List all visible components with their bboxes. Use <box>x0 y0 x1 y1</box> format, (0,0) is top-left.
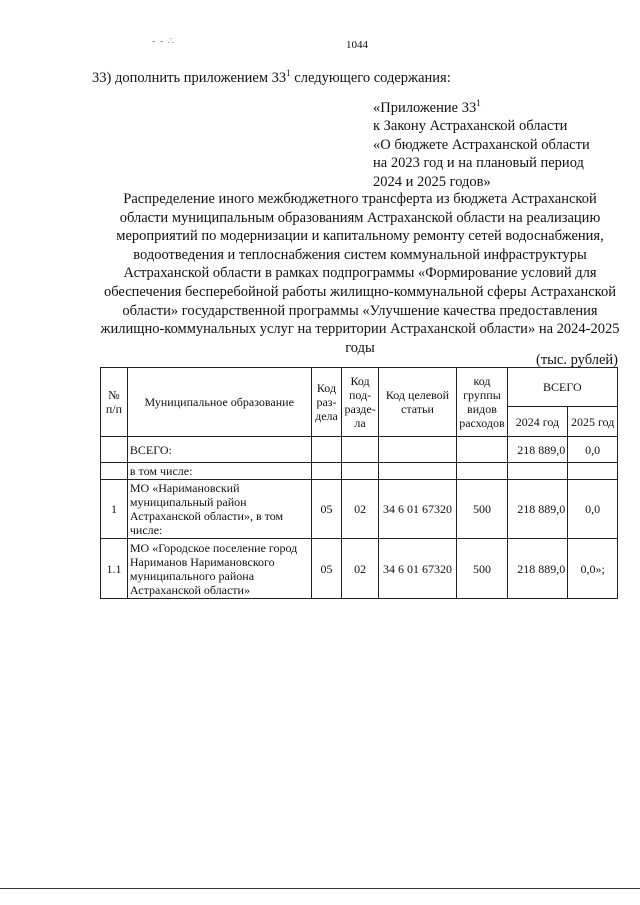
cell-municipality: в том числе: <box>127 463 311 480</box>
cell-municipality: МО «Городское поселение город Нариманов Наримановского муниципального района Астраханской области» <box>127 539 311 599</box>
header-section: Код раз- дела <box>311 368 342 437</box>
unit-label: (тыс. рублей) <box>536 352 618 368</box>
appendix-line-1: «Приложение $33^1$ <box>373 98 481 116</box>
cell-section <box>311 463 342 480</box>
cell-group: 500 <box>457 480 507 539</box>
intro-text: 33) дополнить приложением 33 <box>92 69 287 86</box>
cell-num: 1 <box>101 480 128 539</box>
table-header-row <box>101 368 618 407</box>
cell-2024: 218 889,0 <box>507 437 568 463</box>
cell-group <box>457 463 507 480</box>
cell-2025: 0,0 <box>568 480 618 539</box>
page-bottom-divider <box>0 888 640 889</box>
cell-num: 1.1 <box>101 539 128 599</box>
intro-tail: следующего содержания: <box>290 69 451 86</box>
appendix-line-5: 2024 и 2025 годов» <box>373 173 491 190</box>
appendix-line-4: на 2023 год и на плановый период <box>373 155 584 172</box>
document-title: Распределение иного межбюджетного трансферта из бюджета Астраханской области муниципальным образованиям Астраханской области на реализацию мероприятий по модернизации и капитальному ремонту сетей водоснабжения, водоотведения и теплоснабжения систем коммунальной инфраструктуры Астраханской области в рамках подпрограммы «Формирование условий для обеспечения бесперебойной работы жилищно-коммунальной сферы Астраханской области» государственной программы «Улучшение качества предоставления жилищно-коммунальных услуг на территории Астраханской области» на 2024-2025 годы <box>100 191 620 356</box>
appendix-line-2: к Закону Астраханской области <box>373 118 568 135</box>
header-expense-group: код группы видов расходов <box>457 368 507 437</box>
cell-section: 05 <box>311 480 342 539</box>
header-2025: 2025 год <box>568 407 618 437</box>
cell-target: 34 6 01 67320 <box>378 480 457 539</box>
cell-num <box>101 437 128 463</box>
cell-target: 34 6 01 67320 <box>378 539 457 599</box>
header-subsection: Код под- разде- ла <box>342 368 378 437</box>
cell-target <box>378 463 457 480</box>
cell-subsection: 02 <box>342 480 378 539</box>
appendix-heading <box>373 94 590 191</box>
cell-municipality: МО «Наримановский муниципальный район Астраханской области», в том числе: <box>127 480 311 539</box>
header-municipality: Муниципальное образование <box>127 368 311 437</box>
table-row <box>101 539 618 599</box>
cell-subsection: 02 <box>342 539 378 599</box>
cell-2025 <box>568 463 618 480</box>
scan-mark: - - ∴ <box>152 36 176 47</box>
cell-municipality: ВСЕГО: <box>127 437 311 463</box>
cell-2024: 218 889,0 <box>507 480 568 539</box>
table-row <box>101 437 618 463</box>
cell-subsection <box>342 463 378 480</box>
cell-subsection <box>342 437 378 463</box>
page-number: 1044 <box>346 39 368 51</box>
header-2024: 2024 год <box>507 407 568 437</box>
cell-2024 <box>507 463 568 480</box>
allocation-table <box>100 367 618 599</box>
cell-num <box>101 463 128 480</box>
intro-sup: 1 <box>286 68 291 78</box>
cell-section <box>311 437 342 463</box>
header-total: ВСЕГО <box>507 368 617 407</box>
cell-2025: 0,0 <box>568 437 618 463</box>
cell-2024: 218 889,0 <box>507 539 568 599</box>
cell-section: 05 <box>311 539 342 599</box>
cell-2025: 0,0»; <box>568 539 618 599</box>
cell-target <box>378 437 457 463</box>
header-num: № п/п <box>101 368 128 437</box>
table-row <box>101 463 618 480</box>
appendix-line-3: «О бюджете Астраханской области <box>373 136 590 153</box>
header-target: Код целевой статьи <box>378 368 457 437</box>
amendment-intro <box>92 68 451 87</box>
table-row <box>101 480 618 539</box>
cell-group: 500 <box>457 539 507 599</box>
cell-group <box>457 437 507 463</box>
